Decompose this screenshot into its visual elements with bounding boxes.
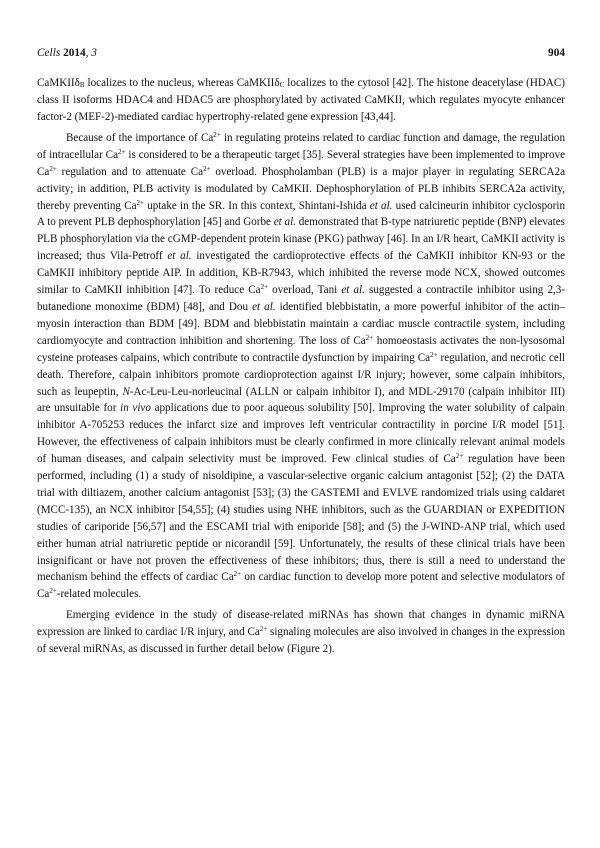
italic-text: et al. [167,250,192,263]
italic-text: et al. [369,199,393,212]
text-run: overload. Phospholamban (PLB) is a major player in regulating SERCA2a activity; in addition, PLB activity is modulated by CaMKII. Dephosphorylation of PLB inhibits SERCA2a activity, thereby preventing Ca [37,165,565,212]
superscript: 2+ [430,350,438,359]
journal-year: 2014 [63,47,86,59]
text-run: homoeostasis activates the non-lysosomal cysteine proteases calpains, which contribute to contractile dysfunction by impairing Ca [37,334,565,364]
italic-text: et al. [273,216,296,229]
text-run: CaMKIIδ [37,77,80,89]
subscript: C [279,81,285,89]
text-run: localizes to the nucleus, whereas CaMKIIδ [84,77,280,89]
text-run: -related molecules. [56,588,142,601]
text-run: in regulating proteins related to cardiac function and damage, the regulation of intracellular Ca [37,131,566,161]
journal-citation [37,47,97,59]
superscript: 2+ [213,130,221,139]
superscript: 2+ [365,333,374,342]
running-header [37,47,565,63]
text-run: regulation have been performed, including (1) a study of nisoldipine, a vascular-selective organic calcium antagonist [52]; (2) the DATA trial with diltiazem, another calcium antagonist [53]; (3) the CASTEMI and EVLVE randomized trials using caldaret (MCC-135), an NCX inhibitor [54,55]; (4) studies using NHE inhibitors, such as the GUARDIAN or EXPEDITION studies of cariporide [56,57] and the ESCAMI trial with eniporide [58]; and (5) the J-WIND-ANP trial, which used either human atrial natriuretic peptide or nicorandil [59]. Unfortunately, the results of these clinical trials have been insignificant or have not proven the effectiveness of these inhibitors; thus, there is still a need to understand the mechanism behind the effects of cardiac Ca [37,453,566,584]
italic-text: et al. [252,300,276,313]
superscript: 2+ [49,164,57,173]
text-run: is considered to be a therapeutic target [35]. Several strategies have been implemented to improve Ca [37,148,565,178]
text-run: overload, Tani [268,284,342,297]
text-run: used calcineurin inhibitor cyclosporin A to prevent PLB dephosphorylation [45] and Gorbe [37,199,565,229]
text-run: regulation, and necrotic cell death. Therefore, calpain inhibitors promote cardioprotection against I/R injury; however, some calpain inhibitors, such as leupeptin, [37,351,565,398]
superscript: 2+ [260,283,269,292]
text-run: regulation and to attenuate Ca [56,165,204,178]
page-number: 904 [548,47,565,59]
paragraph-3 [37,607,565,658]
paragraph-1 [37,75,565,126]
text-run: on cardiac function to develop more potent and selective modulators of Ca [37,571,565,601]
text-run: applications due to poor aqueous solubility [50]. Improving the water solubility of calpain inhibitor A-705253 reduces the infarct size and improves left ventricular contractility in porcine I/R model [51]. However, the effectiveness of calpain inhibitors must be clearly confirmed in more clinically relevant animal models of human diseases, and calpain selectivity must be improved. Few clinical studies of Ca [37,402,565,466]
text-run: signaling molecules are also involved in changes in the expression of several miRNAs, as discussed in further detail below (Figure 2). [37,626,566,656]
text-run: suggested a contractile inhibitor using 2,3-butanedione monoxime (BDM) [48], and Dou [37,284,566,313]
text-run: uptake in the SR. In this context, Shintani-Ishida [143,199,370,212]
body-text [37,75,565,658]
text-run: demonstrated that B-type natriuretic peptide (BNP) elevates PLB phosphorylation via the cGMP-dependent protein kinase (PKG) pathway [46]. In an I/R heart, CaMKII activity is increased; thus Vila-Petroff [37,216,565,263]
superscript: 2+ [203,164,211,173]
italic-text: et al. [341,284,365,297]
text-run: identified blebbistatin, a more powerful inhibitor of the actin–myosin interaction than BDM [49]. BDM and blebbistatin maintain a cardiac muscle contractile system, including cardiomyocyte and contraction inhibition and shortening. The loss of Ca [37,300,565,347]
text-run: Because of the importance of Ca [66,131,214,144]
superscript: 2+ [259,625,268,634]
text-run: -Ac-Leu-Leu-norleucinal (ALLN or calpain inhibitor I), and MDL-29170 (calpain inhibitor III) are unsuitable for [37,385,565,415]
superscript: 2+ [49,587,57,596]
subscript: B [79,81,85,89]
italic-text: in vivo [120,402,151,415]
paragraph-2 [37,130,565,603]
text-run: investigated the cardioprotective effects of the CaMKII inhibitor KN-93 or the CaMKII inhibitory peptide AIP. In addition, KB-R7943, which inhibited the reverse mode NCX, showed outcomes similar to CaMKII inhibition [47]. To reduce Ca [37,250,566,297]
text-run: Emerging evidence in the study of disease-related miRNAs has shown that changes in dynamic miRNA expression are linked to cardiac I/R injury, and Ca [37,609,565,639]
text-run: localizes to the cytosol [42]. The histone deacetylase (HDAC) class II isoforms HDAC4 and HDAC5 are phosphorylated by activated CaMKII, which regulates myocyte enhancer factor-2 (MEF-2)-mediated cardiac hypertrophy-related gene expression [43,44]. [37,77,565,123]
superscript: 2+ [455,452,464,461]
italic-text: N [122,385,130,398]
journal-volume: , 3 [85,47,97,59]
journal-name: Cells [37,47,61,59]
superscript: 2+ [136,198,144,207]
superscript: 2+ [118,147,126,156]
superscript: 2+ [233,570,242,579]
